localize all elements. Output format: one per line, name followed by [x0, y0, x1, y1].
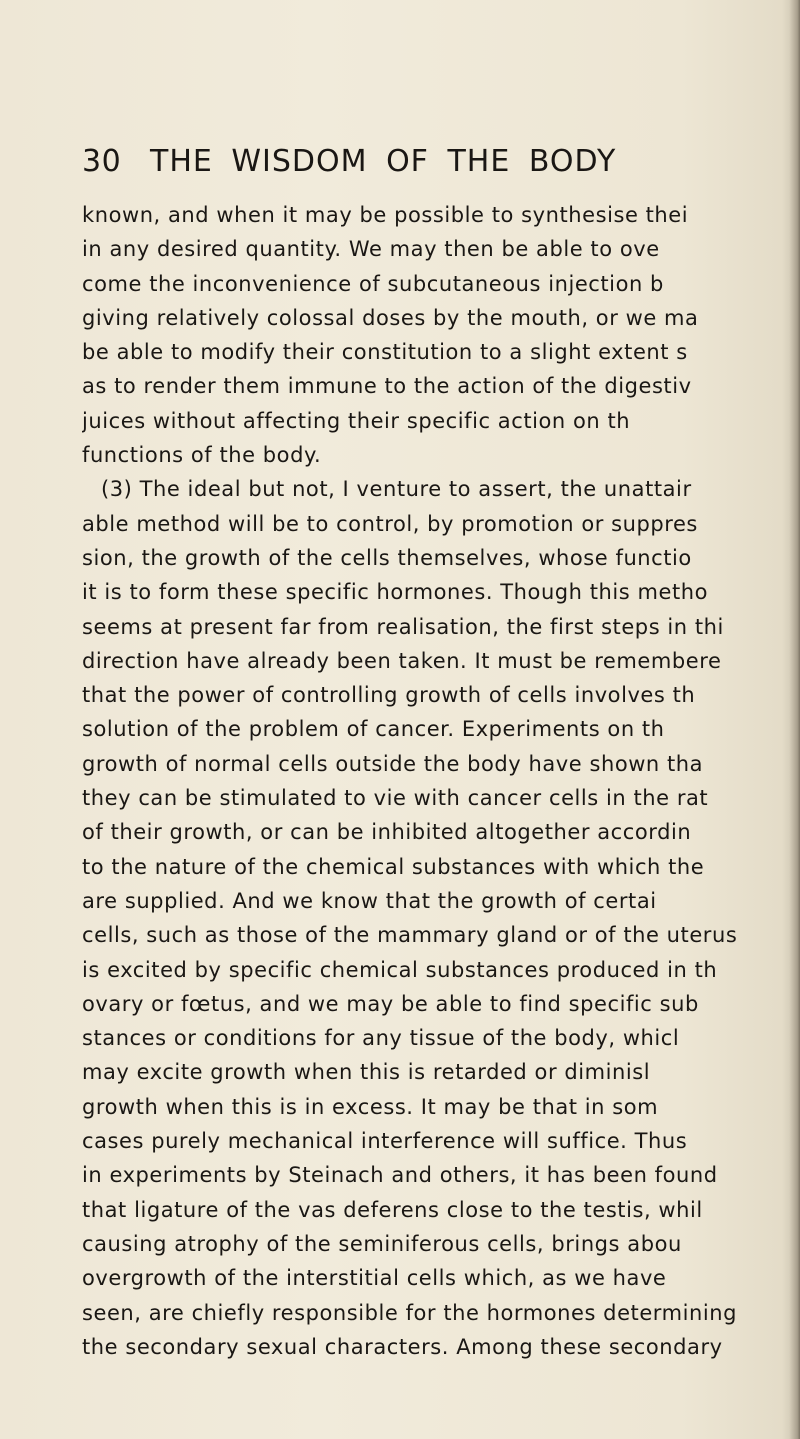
text-line: are supplied. And we know that the growth of certai: [82, 888, 657, 913]
text-line: be able to modify their constitution to a slight extent s: [82, 340, 688, 365]
text-line: growth when this is in excess. It may be that in som: [82, 1094, 659, 1119]
text-line: functions of the body.: [82, 443, 322, 468]
text-line: seen, are chiefly responsible for the hormones determining: [82, 1300, 737, 1325]
text-line: ovary or fœtus, and we may be able to find specific sub: [82, 991, 699, 1016]
text-line: is excited by specific chemical substances produced in th: [82, 957, 718, 982]
text-line: seems at present far from realisation, the first steps in thi: [82, 614, 724, 639]
text-line: the secondary sexual characters. Among these secondary: [82, 1334, 723, 1359]
text-line: of their growth, or can be inhibited altogether accordin: [82, 820, 692, 845]
text-line: growth of normal cells outside the body have shown tha: [82, 751, 704, 776]
page-header: [82, 142, 762, 182]
running-title: THE WISDOM OF THE BODY: [150, 144, 617, 179]
text-line: come the inconvenience of subcutaneous injection b: [82, 271, 664, 296]
text-line: in experiments by Steinach and others, it has been found: [82, 1163, 718, 1188]
text-line: they can be stimulated to vie with cancer cells in the rat: [82, 786, 709, 811]
page-number: 30: [82, 144, 122, 179]
text-line: sion, the growth of the cells themselves, whose functio: [82, 545, 692, 570]
text-line: as to render them immune to the action of the digestiv: [82, 374, 692, 399]
body-text: [82, 198, 788, 1364]
text-line: (3) The ideal but not, I venture to assert, the unattair: [101, 477, 692, 502]
text-line: causing atrophy of the seminiferous cells, brings abou: [82, 1231, 682, 1256]
text-line: able method will be to control, by promotion or suppres: [82, 511, 698, 536]
text-line: that the power of controlling growth of cells involves th: [82, 683, 696, 708]
page-edge-shadow: [782, 0, 800, 1439]
text-line: in any desired quantity. We may then be able to ove: [82, 237, 660, 262]
text-line: juices without affecting their specific action on th: [82, 408, 631, 433]
text-line: cells, such as those of the mammary gland or of the uterus: [82, 923, 738, 948]
text-line: that ligature of the vas deferens close to the testis, whil: [82, 1197, 703, 1222]
text-line: may excite growth when this is retarded or diminisl: [82, 1060, 651, 1085]
text-line: cases purely mechanical interference will suffice. Thus: [82, 1129, 688, 1154]
text-line: solution of the problem of cancer. Experiments on th: [82, 717, 665, 742]
text-line: known, and when it may be possible to synthesise thei: [82, 203, 689, 227]
text-line: giving relatively colossal doses by the mouth, or we ma: [82, 305, 699, 330]
text-line: direction have already been taken. It must be remembere: [82, 648, 722, 673]
text-line: to the nature of the chemical substances with which the: [82, 854, 705, 879]
text-line: it is to form these specific hormones. Though this metho: [82, 580, 709, 605]
text-line: stances or conditions for any tissue of the body, whicl: [82, 1026, 680, 1051]
text-line: overgrowth of the interstitial cells which, as we have: [82, 1266, 667, 1291]
